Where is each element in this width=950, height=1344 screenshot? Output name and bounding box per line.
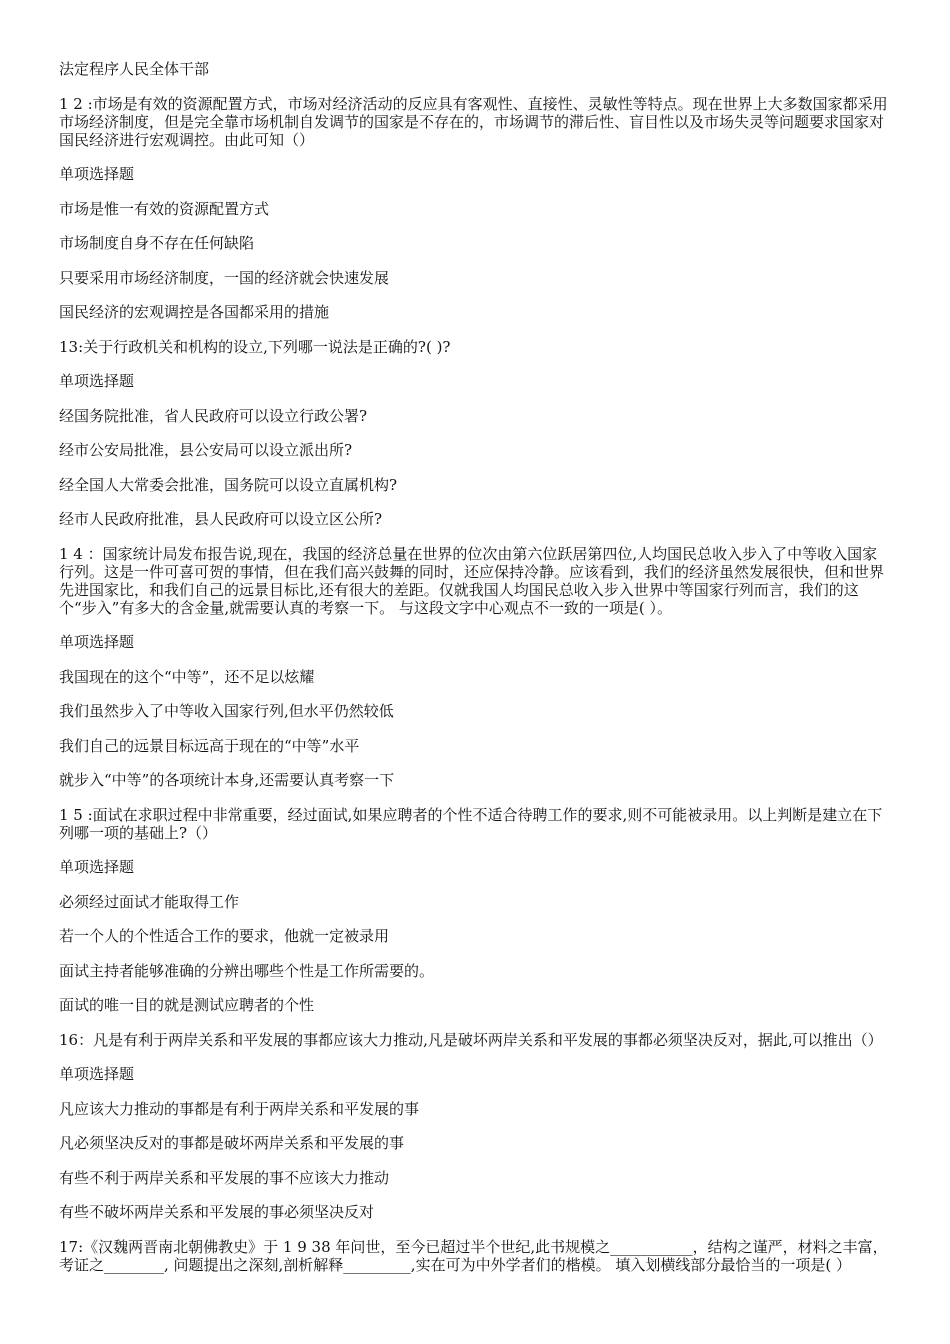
option-16-d: 有些不破坏两岸关系和平发展的事必须坚决反对 (59, 1203, 375, 1221)
option-16-a: 凡应该大力推动的事都是有利于两岸关系和平发展的事 (59, 1099, 420, 1118)
option-13-d: 经市人民政府批准，县人民政府可以设立区公所? (59, 510, 383, 528)
question-type-label: 单项选择题 (59, 1065, 135, 1083)
question-13-stem: 13:关于行政机关和机构的设立,下列哪一说法是正确的?( )? (59, 337, 451, 356)
question-14-stem: 1 4 ：国家统计局发布报告说,现在，我国的经济总量在世界的位次由第六位跃居第四位,人均国民总收入步入了中等收入国家行列。这是一件可喜可贺的事情，但在我们高兴鼓舞的同时，还应保持冷静。应该看到，我们的经济虽然发展很快，但和世界先进国家比，和我们自己的远景目标比,还有很大的差距。仅就我国人均国民总收入步入世界中等国家行列而言，我们的这个“步入”有多大的含金量,就需要认真的考察一下。 与这段文字中心观点不一致的一项是( ）。 (59, 544, 885, 617)
question-type-label: 单项选择题 (59, 633, 135, 651)
option-12-d: 国民经济的宏观调控是各国都采用的措施 (59, 303, 330, 321)
option-16-b: 凡必须坚决反对的事都是破坏两岸关系和平发展的事 (59, 1134, 405, 1152)
question-12-stem: 1 2 :市场是有效的资源配置方式，市场对经济活动的反应具有客观性、直接性、灵敏性等特点。现在世界上大多数国家都采用市场经济制度，但是完全靠市场机制自发调节的国家是不存在的，市场调节的滞后性、盲目性以及市场失灵等问题要求国家对国民经济进行宏观调控。由此可知（） (59, 94, 888, 149)
option-15-d: 面试的唯一目的就是测试应聘者的个性 (59, 996, 315, 1014)
option-14-c: 我们自己的远景目标远高于现在的“中等”水平 (59, 736, 360, 755)
option-13-c: 经全国人大常委会批准，国务院可以设立直属机构? (59, 475, 398, 494)
option-15-b: 若一个人的个性适合工作的要求，他就一定被录用 (59, 927, 390, 945)
question-type-label: 单项选择题 (59, 165, 135, 183)
option-14-d: 就步入“中等”的各项统计本身,还需要认真考察一下 (59, 771, 395, 789)
option-15-a: 必须经过面试才能取得工作 (59, 892, 240, 911)
document-page (59, 60, 889, 1290)
option-12-b: 市场制度自身不存在任何缺陷 (59, 234, 255, 252)
option-15-c: 面试主持者能够准确的分辨出哪些个性是工作所需要的。 (59, 961, 435, 980)
option-14-a: 我国现在的这个“中等”，还不足以炫耀 (59, 667, 315, 686)
text-line-0: 法定程序人民全体干部 (59, 60, 210, 78)
question-16-stem: 16：凡是有利于两岸关系和平发展的事都应该大力推动,凡是破坏两岸关系和平发展的事都必须坚决反对，据此,可以推出（） (59, 1030, 883, 1049)
question-17-stem: 17:《汉魏两晋南北朝佛教史》于 1 9 38 年问世，至今已超过半个世纪,此书规模之___________，结构之谨严，材料之丰富，考证之________, 问题提出之深刻,剖析解释_________,实在可为中外学者们的楷模。 填入划横线部分最恰当的一项是( ） (59, 1237, 888, 1274)
option-14-b: 我们虽然步入了中等收入国家行列,但水平仍然较低 (59, 702, 394, 720)
question-15-stem: 1 5 :面试在求职过程中非常重要，经过面试,如果应聘者的个性不适合待聘工作的要求,则不可能被录用。以上判断是建立在下列哪一项的基础上?（） (59, 805, 883, 842)
option-13-b: 经市公安局批准，县公安局可以设立派出所? (59, 441, 353, 459)
option-13-a: 经国务院批准，省人民政府可以设立行政公署? (59, 406, 368, 425)
option-16-c: 有些不利于两岸关系和平发展的事不应该大力推动 (59, 1168, 390, 1187)
question-type-label: 单项选择题 (59, 858, 135, 876)
option-12-a: 市场是惟一有效的资源配置方式 (59, 199, 270, 218)
question-type-label: 单项选择题 (59, 372, 135, 390)
option-12-c: 只要采用市场经济制度，一国的经济就会快速发展 (59, 268, 390, 287)
